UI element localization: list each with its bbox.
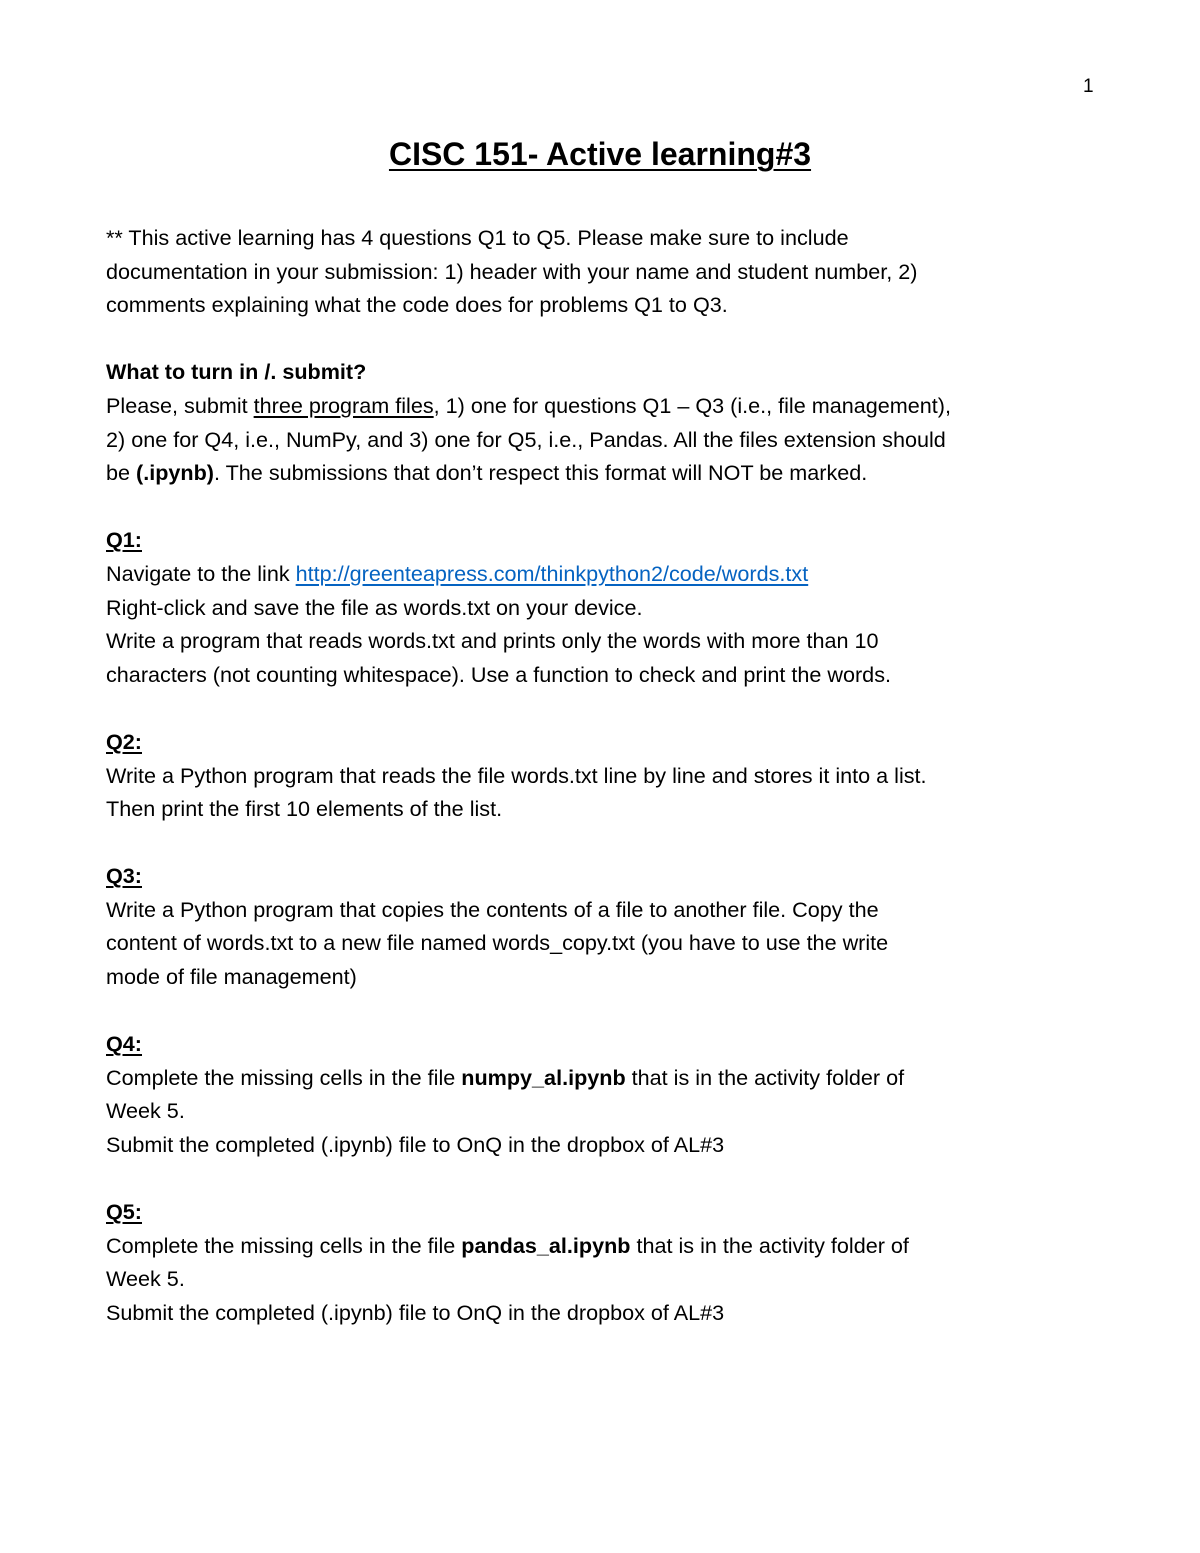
- q4-text: that is in the activity folder of: [625, 1064, 905, 1090]
- q4-line: [106, 1061, 1096, 1095]
- numpy-filename: numpy_al.ipynb: [461, 1064, 626, 1090]
- q5-line: [106, 1229, 1096, 1263]
- q2-section: [106, 725, 1096, 826]
- file-extension: (.ipynb): [136, 460, 214, 486]
- submit-text: be: [106, 460, 137, 486]
- q4-heading: Q4:: [106, 1031, 142, 1057]
- submit-section: [106, 355, 1096, 489]
- q1-text: Navigate to the link: [106, 560, 296, 586]
- q5-heading: Q5:: [106, 1199, 142, 1225]
- intro-section: [106, 221, 1096, 322]
- q4-line: Week 5.: [106, 1098, 185, 1124]
- q2-line: Then print the first 10 elements of the list.: [106, 796, 503, 822]
- q1-line: Write a program that reads words.txt and prints only the words with more than 10: [106, 628, 879, 654]
- q3-heading: Q3:: [106, 863, 142, 889]
- q2-line: Write a Python program that reads the file words.txt line by line and stores it into a list.: [106, 762, 927, 788]
- submit-text: , 1) one for questions Q1 – Q3 (i.e., file management),: [433, 392, 951, 418]
- submit-line: [106, 389, 1096, 423]
- q5-text: that is in the activity folder of: [630, 1232, 909, 1258]
- q1-line: Right-click and save the file as words.txt on your device.: [106, 594, 643, 620]
- q1-line: characters (not counting whitespace). Use a function to check and print the words.: [106, 661, 891, 687]
- q5-section: [106, 1195, 1096, 1329]
- q5-line: Submit the completed (.ipynb) file to OnQ in the dropbox of AL#3: [106, 1300, 725, 1325]
- q4-text: Complete the missing cells in the file: [106, 1064, 462, 1090]
- words-file-link[interactable]: http://greenteapress.com/thinkpython2/code/words.txt: [295, 560, 809, 586]
- q3-line: Write a Python program that copies the contents of a file to another file. Copy the: [106, 896, 879, 922]
- document-body: [106, 221, 1096, 1330]
- submit-heading: What to turn in /. submit?: [106, 359, 367, 385]
- q5-text: Complete the missing cells in the file: [106, 1232, 462, 1258]
- intro-line: comments explaining what the code does for problems Q1 to Q3.: [106, 292, 728, 318]
- q2-heading: Q2:: [106, 728, 142, 754]
- intro-line: ** This active learning has 4 questions Q1 to Q5. Please make sure to include: [106, 225, 849, 250]
- q3-section: [106, 859, 1096, 993]
- document-title: CISC 151- Active learning#3: [388, 136, 812, 172]
- q1-line: [106, 557, 1096, 591]
- pandas-filename: pandas_al.ipynb: [461, 1232, 631, 1258]
- q3-line: content of words.txt to a new file named words_copy.txt (you have to use the write: [106, 930, 889, 956]
- q4-line: Submit the completed (.ipynb) file to OnQ in the dropbox of AL#3: [106, 1132, 725, 1158]
- submit-text: Please, submit: [106, 392, 254, 418]
- submit-emphasis: three program files: [253, 392, 434, 418]
- q5-line: Week 5.: [106, 1266, 185, 1292]
- intro-line: documentation in your submission: 1) header with your name and student number, 2): [106, 258, 918, 284]
- q3-line: mode of file management): [106, 964, 357, 990]
- q4-section: [106, 1027, 1096, 1161]
- submit-line: [106, 456, 1096, 490]
- submit-line: 2) one for Q4, i.e., NumPy, and 3) one for Q5, i.e., Pandas. All the files extension should: [106, 426, 946, 452]
- q1-section: [106, 523, 1096, 691]
- q1-heading: Q1:: [106, 527, 142, 553]
- submit-text: . The submissions that don’t respect this format will NOT be marked.: [214, 460, 868, 486]
- page-number: 1: [1083, 76, 1094, 97]
